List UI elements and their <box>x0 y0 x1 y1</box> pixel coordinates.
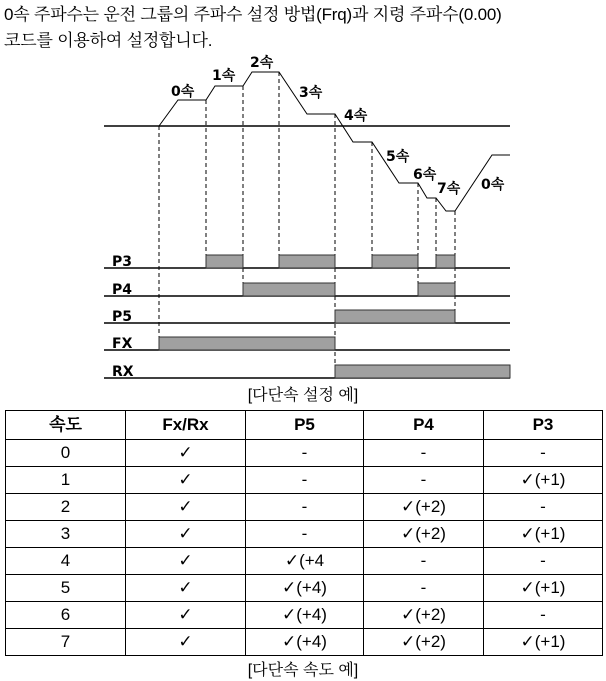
table-row <box>6 467 603 494</box>
cell-fx-rx: ✓ <box>126 440 246 467</box>
table-row <box>6 548 603 575</box>
intro-line-2: 코드를 이용하여 설정합니다. <box>4 31 213 50</box>
table-row <box>6 521 603 548</box>
speed-label-6: 6속 <box>413 167 437 183</box>
signal-label-fx: FX <box>112 336 133 352</box>
cell-p4: ✓(+2) <box>364 494 484 521</box>
diagram-caption: [다단속 설정 예] <box>247 387 359 404</box>
p3-on-block <box>372 255 418 268</box>
speed-label-0: 0속 <box>171 84 195 100</box>
cell-p5: - <box>246 494 364 521</box>
header-p3: P3 <box>484 411 603 440</box>
cell-speed: 3 <box>6 521 126 548</box>
cell-p5: - <box>246 440 364 467</box>
speed-label-7: 7속 <box>437 181 461 197</box>
cell-p5: ✓(+4) <box>246 575 364 602</box>
intro-line-1: 0속 주파수는 운전 그룹의 주파수 설정 방법(Frq)과 지령 주파수(0.00) <box>4 5 502 24</box>
cell-p4: - <box>364 440 484 467</box>
cell-speed: 7 <box>6 629 126 656</box>
p4-on-block <box>243 283 335 296</box>
table-row <box>6 602 603 629</box>
cell-p5: - <box>246 521 364 548</box>
cell-p5: ✓(+4) <box>246 602 364 629</box>
p3-on-block <box>206 255 243 268</box>
header-fx-rx: Fx/Rx <box>126 411 246 440</box>
signal-label-p4: P4 <box>112 282 133 298</box>
header-speed: 속도 <box>6 411 126 440</box>
cell-fx-rx: ✓ <box>126 575 246 602</box>
cell-speed: 2 <box>6 494 126 521</box>
rx-on-block <box>335 365 510 378</box>
cell-p4: ✓(+2) <box>364 521 484 548</box>
cell-p3: - <box>484 548 603 575</box>
cell-p3: ✓(+1) <box>484 467 603 494</box>
header-p4: P4 <box>364 411 484 440</box>
cell-fx-rx: ✓ <box>126 548 246 575</box>
cell-p3: ✓(+1) <box>484 575 603 602</box>
speed-label-2: 2속 <box>250 55 274 71</box>
cell-fx-rx: ✓ <box>126 629 246 656</box>
cell-fx-rx: ✓ <box>126 467 246 494</box>
cell-p4: - <box>364 467 484 494</box>
cell-p4: - <box>364 575 484 602</box>
table-row <box>6 629 603 656</box>
fx-on-block <box>159 337 335 350</box>
cell-speed: 6 <box>6 602 126 629</box>
table-caption: [다단속 속도 예] <box>247 662 359 679</box>
cell-speed: 5 <box>6 575 126 602</box>
p3-on-block <box>436 255 455 268</box>
cell-p3: - <box>484 494 603 521</box>
table-row <box>6 575 603 602</box>
signal-label-p3: P3 <box>112 254 133 270</box>
p5-on-block <box>335 310 455 323</box>
cell-p4: ✓(+2) <box>364 629 484 656</box>
cell-fx-rx: ✓ <box>126 521 246 548</box>
cell-p3: - <box>484 440 603 467</box>
signal-label-rx: RX <box>112 364 134 380</box>
speed-label-0-end: 0속 <box>481 177 505 193</box>
cell-p4: ✓(+2) <box>364 602 484 629</box>
cell-fx-rx: ✓ <box>126 602 246 629</box>
table-row <box>6 440 603 467</box>
cell-speed: 0 <box>6 440 126 467</box>
multi-step-speed-table <box>5 410 603 656</box>
cell-speed: 1 <box>6 467 126 494</box>
speed-label-3: 3속 <box>299 85 323 101</box>
header-p5: P5 <box>246 411 364 440</box>
signal-label-p5: P5 <box>112 309 133 325</box>
cell-p5: ✓(+4 <box>246 548 364 575</box>
table-row <box>6 494 603 521</box>
p3-on-block <box>279 255 335 268</box>
cell-p5: ✓(+4) <box>246 629 364 656</box>
cell-p3: - <box>484 602 603 629</box>
speed-label-5: 5속 <box>386 149 410 165</box>
cell-p4: - <box>364 548 484 575</box>
table-header-row <box>6 411 603 440</box>
cell-p5: - <box>246 467 364 494</box>
cell-speed: 4 <box>6 548 126 575</box>
p4-on-block <box>418 283 455 296</box>
speed-label-4: 4속 <box>344 108 368 124</box>
speed-label-1: 1속 <box>212 68 236 84</box>
cell-p3: ✓(+1) <box>484 629 603 656</box>
cell-p3: ✓(+1) <box>484 521 603 548</box>
cell-fx-rx: ✓ <box>126 494 246 521</box>
